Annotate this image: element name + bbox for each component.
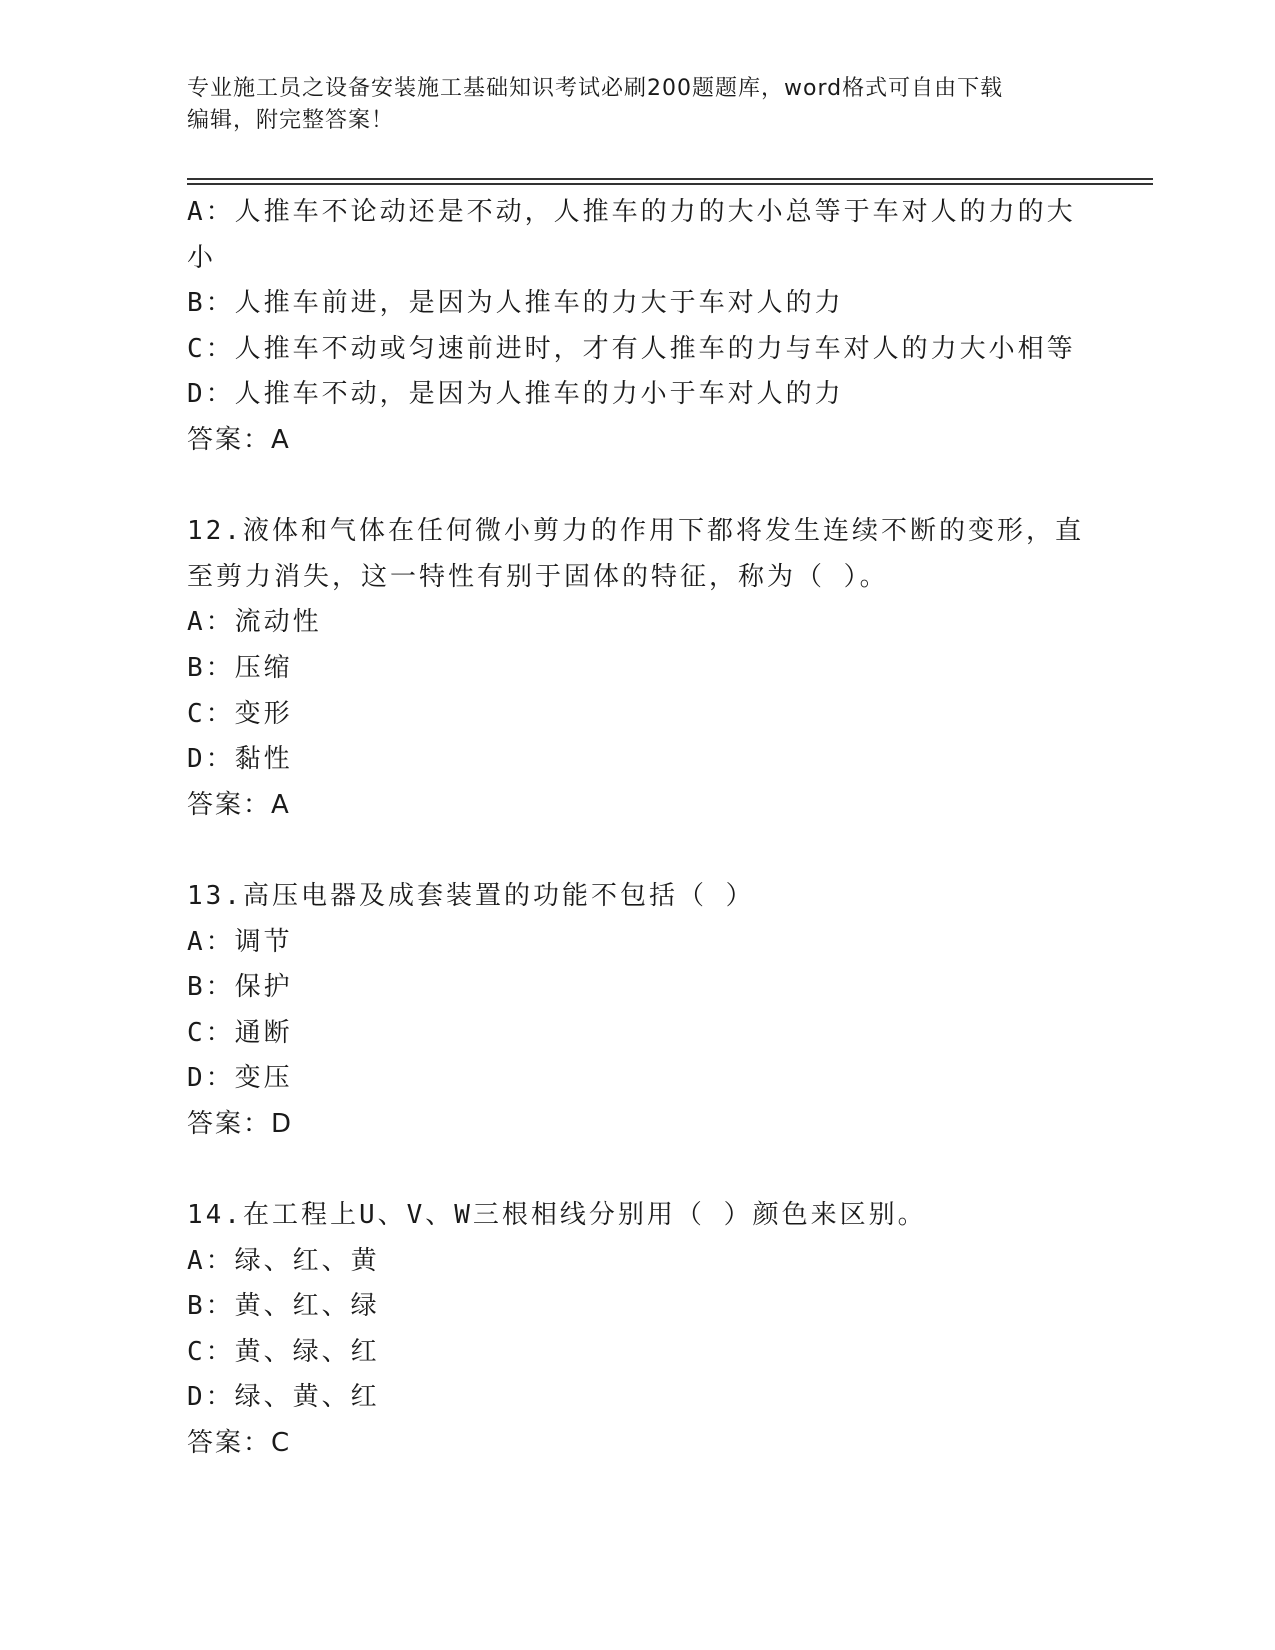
spacer <box>187 1147 1087 1193</box>
header-title-line-2: 编辑，附完整答案！ <box>187 108 395 133</box>
answer-label: 答案：A <box>187 424 291 455</box>
header-divider-bottom <box>187 183 1153 185</box>
option-a-line-2: 小 <box>187 242 217 273</box>
question-12-block <box>187 509 1087 828</box>
option-c: C：通断 <box>187 1017 293 1048</box>
question-text-line-1: 12.液体和气体在任何微小剪力的作用下都将发生连续不断的变形，直 <box>187 516 1084 547</box>
answer-label: 答案：D <box>187 1108 294 1139</box>
option-d: D：黏性 <box>187 744 293 775</box>
option-a: A：调节 <box>187 926 293 957</box>
option-d: D：人推车不动，是因为人推车的力小于车对人的力 <box>187 379 844 410</box>
option-b: B：人推车前进，是因为人推车的力大于车对人的力 <box>187 288 844 319</box>
option-c: C：人推车不动或匀速前进时，才有人推车的力与车对人的力大小相等 <box>187 333 1076 364</box>
answer-label: 答案：A <box>187 789 291 820</box>
header-divider-top <box>187 178 1153 180</box>
option-a-line-1: A：人推车不论动还是不动，人推车的力的大小总等于车对人的力的大 <box>187 197 1076 227</box>
option-d: D：绿、黄、红 <box>187 1382 380 1413</box>
spacer <box>187 464 1087 510</box>
question-11-block <box>187 190 1087 464</box>
spacer <box>187 828 1087 874</box>
option-b: B：保护 <box>187 972 293 1003</box>
header-title-line-1: 专业施工员之设备安装施工基础知识考试必刷200题题库，word格式可自由下载 <box>187 76 1004 101</box>
answer-label: 答案：C <box>187 1428 292 1459</box>
option-a: A：流动性 <box>187 607 322 638</box>
option-b: B：黄、红、绿 <box>187 1291 380 1322</box>
question-list <box>187 190 1087 1467</box>
question-text: 13.高压电器及成套装置的功能不包括（ ） <box>187 880 755 911</box>
question-13-block <box>187 874 1087 1148</box>
question-14-block <box>187 1193 1087 1467</box>
option-b: B：压缩 <box>187 652 293 683</box>
option-c: C：黄、绿、红 <box>187 1336 380 1367</box>
option-c: C：变形 <box>187 698 293 729</box>
document-header <box>187 73 1067 137</box>
question-text: 14.在工程上U、V、W三根相线分别用（ ）颜色来区别。 <box>187 1200 927 1231</box>
question-text-line-2: 至剪力消失，这一特性有别于固体的特征，称为（ ）。 <box>187 561 889 592</box>
option-d: D：变压 <box>187 1063 293 1094</box>
option-a: A：绿、红、黄 <box>187 1245 380 1276</box>
